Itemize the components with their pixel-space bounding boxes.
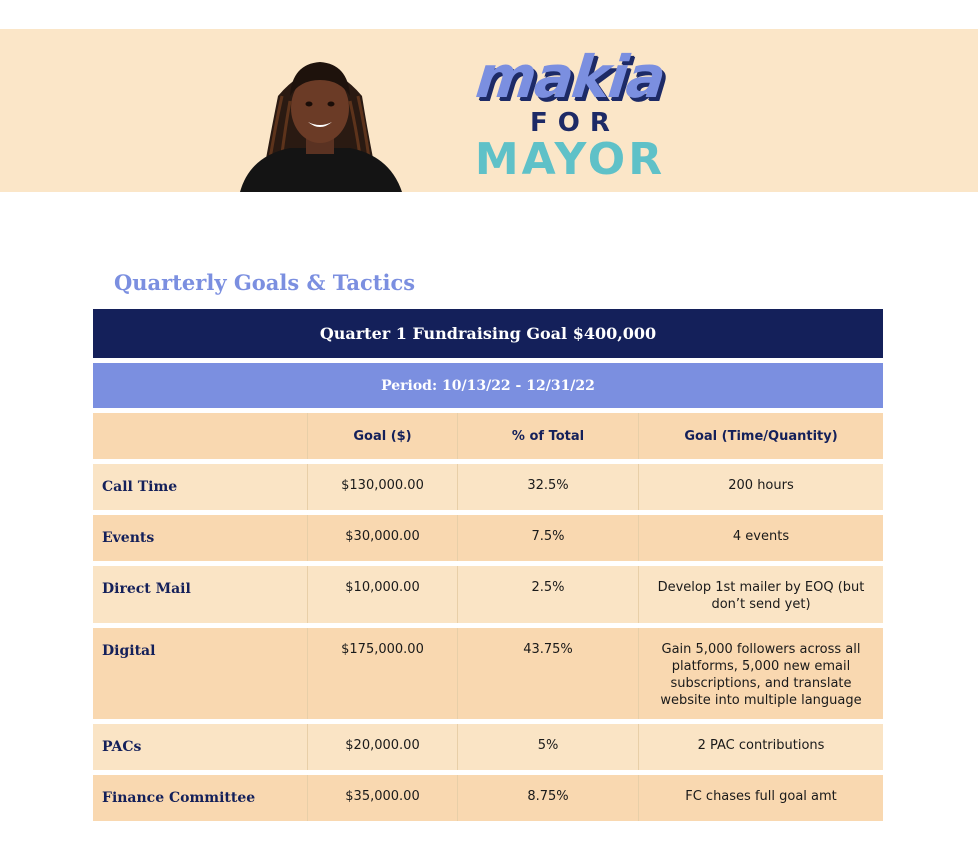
percent-cell: 7.5% bbox=[458, 515, 639, 561]
table-row bbox=[93, 515, 883, 561]
percent-cell: 32.5% bbox=[458, 464, 639, 510]
quantity-cell: Develop 1st mailer by EOQ (but don’t send yet) bbox=[657, 580, 865, 612]
header-tactic bbox=[93, 413, 308, 459]
tactic-cell: Direct Mail bbox=[93, 566, 308, 623]
percent-cell: 43.75% bbox=[458, 628, 639, 719]
goal-cell: $20,000.00 bbox=[308, 724, 458, 770]
percent-cell: 5% bbox=[458, 724, 639, 770]
logo-for: FOR bbox=[530, 108, 620, 138]
campaign-logo bbox=[450, 43, 690, 188]
header-percent: % of Total bbox=[458, 413, 639, 459]
quantity-cell: FC chases full goal amt bbox=[685, 789, 837, 804]
tactic-cell: Finance Committee bbox=[93, 775, 308, 821]
table-row bbox=[93, 775, 883, 821]
table-period: Period: 10/13/22 - 12/31/22 bbox=[93, 363, 883, 408]
goal-cell: $130,000.00 bbox=[308, 464, 458, 510]
tactic-cell: Events bbox=[93, 515, 308, 561]
goal-cell: $10,000.00 bbox=[308, 566, 458, 623]
table-row bbox=[93, 628, 883, 719]
tactic-cell: Digital bbox=[93, 628, 308, 719]
quantity-cell: 4 events bbox=[732, 529, 790, 544]
tactic-cell: PACs bbox=[93, 724, 308, 770]
goals-table bbox=[93, 309, 883, 826]
section-title: Quarterly Goals & Tactics bbox=[114, 270, 416, 295]
goal-cell: $35,000.00 bbox=[308, 775, 458, 821]
table-row bbox=[93, 464, 883, 510]
quantity-cell: 2 PAC contributions bbox=[697, 738, 825, 753]
table-title: Quarter 1 Fundraising Goal $400,000 bbox=[93, 309, 883, 358]
candidate-portrait bbox=[220, 56, 420, 192]
header-quantity: Goal (Time/Quantity) bbox=[684, 429, 838, 444]
table-row bbox=[93, 724, 883, 770]
quantity-cell: Gain 5,000 followers across all platforms, 5,000 new email subscriptions, and translate website into multiple language bbox=[660, 642, 862, 708]
logo-name: makia bbox=[472, 43, 668, 111]
table-row bbox=[93, 566, 883, 623]
quantity-cell: 200 hours bbox=[728, 478, 794, 493]
percent-cell: 8.75% bbox=[458, 775, 639, 821]
percent-cell: 2.5% bbox=[458, 566, 639, 623]
logo-mayor: MAYOR bbox=[474, 134, 666, 185]
header-goal: Goal ($) bbox=[308, 413, 458, 459]
table-header-row bbox=[93, 413, 883, 459]
goal-cell: $30,000.00 bbox=[308, 515, 458, 561]
goal-cell: $175,000.00 bbox=[308, 628, 458, 719]
tactic-cell: Call Time bbox=[93, 464, 308, 510]
